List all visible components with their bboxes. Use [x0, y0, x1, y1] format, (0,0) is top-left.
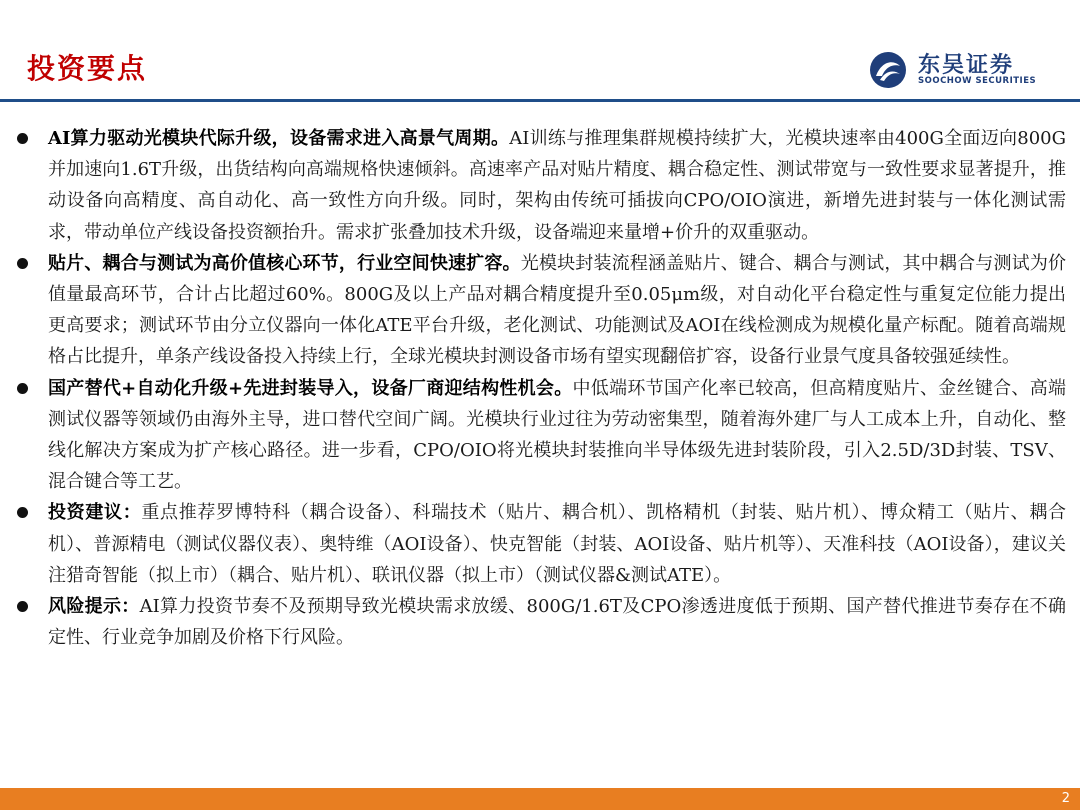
bullet-lead: 投资建议： — [48, 502, 142, 524]
bullet-item — [0, 591, 1080, 653]
bullet-text: 光模块封装流程涵盖贴片、键合、耦合与测试，其中耦合与测试为价值量最高环节，合计占比超过60%。800G及以上产品对耦合精度提升至0.05μm级，对自动化平台稳定性与重复定位能力提出更高要求；测试环节由分立仪器向一体化ATE平台升级，老化测试、功能测试及AOI在线检测成为规模化量产标配。随着高端规格占比提升，单条产线设备投入持续上行，全球光模块封测设备市场有望实现翻倍扩容，设备行业景气度具备较强延续性。 — [48, 252, 1067, 368]
bullet-lead: 贴片、耦合与测试为高价值核心环节，行业空间快速扩容。 — [48, 252, 521, 274]
logo-name-cn: 东吴证券 — [918, 53, 1015, 78]
soochow-logo-icon — [868, 50, 908, 90]
bullet-text: 中低端环节国产化率已较高，但高精度贴片、金丝键合、高端测试仪器等领域仍由海外主导，进口替代空间广阔。光模块行业过往为劳动密集型，随着海外建厂与人工成本上升，自动化、整线化解决方案成为扩产核心路径。进一步看，CPO/OIO将光模块封装推向半导体级先进封装阶段，引入2.5D/3D封装、TSV、混合键合等工艺。 — [48, 377, 1066, 493]
footer-bar — [0, 788, 1080, 810]
company-logo — [868, 50, 1068, 90]
key-points-list — [0, 123, 1080, 653]
page-title: 投资要点 — [27, 52, 148, 85]
bullet-lead: 风险提示： — [48, 596, 140, 618]
bullet-item — [0, 248, 1080, 373]
bullet-dot-icon — [17, 601, 28, 612]
bullet-item — [0, 373, 1080, 498]
bullet-text: AI算力投资节奏不及预期导致光模块需求放缓、800G/1.6T及CPO渗透进度低于预期、国产替代推进节奏存在不确定性、行业竞争加剧及价格下行风险。 — [48, 596, 1067, 649]
bullet-dot-icon — [17, 383, 28, 394]
header-divider — [0, 99, 1080, 102]
bullet-text: 重点推荐罗博特科（耦合设备）、科瑞技术（贴片、耦合机）、凯格精机（封装、贴片机）、博众精工（贴片、耦合机）、普源精电（测试仪器仪表）、奥特维（AOI设备）、快克智能（封装、AOI设备、贴片机等）、天准科技（AOI设备），建议关注猎奇智能（拟上市）（耦合、贴片机）、联讯仪器（拟上市）（测试仪器&测试ATE）。 — [48, 502, 1067, 586]
page-number: 2 — [1061, 791, 1070, 806]
bullet-dot-icon — [17, 258, 28, 269]
bullet-item — [0, 123, 1080, 248]
bullet-lead: 国产替代+自动化升级+先进封装导入，设备厂商迎结构性机会。 — [48, 377, 573, 399]
bullet-lead: AI算力驱动光模块代际升级，设备需求进入高景气周期。 — [48, 128, 510, 149]
bullet-dot-icon — [17, 133, 28, 144]
bullet-text: AI训练与推理集群规模持续扩大，光模块速率由400G全面迈向800G并加速向1.6T升级，出货结构向高端规格快速倾斜。高速率产品对贴片精度、耦合稳定性、测试带宽与一致性要求显著提升，推动设备向高精度、高自动化、高一致性方向升级。同时，架构由传统可插拔向CPO/OIO演进，新增先进封装与一体化测试需求，带动单位产线设备投资额抬升。需求扩张叠加技术升级，设备端迎来量增+价升的双重驱动。 — [48, 128, 1066, 243]
logo-name-en: SOOCHOW SECURITIES — [918, 76, 1037, 86]
bullet-dot-icon — [17, 507, 28, 518]
bullet-item — [0, 497, 1080, 591]
